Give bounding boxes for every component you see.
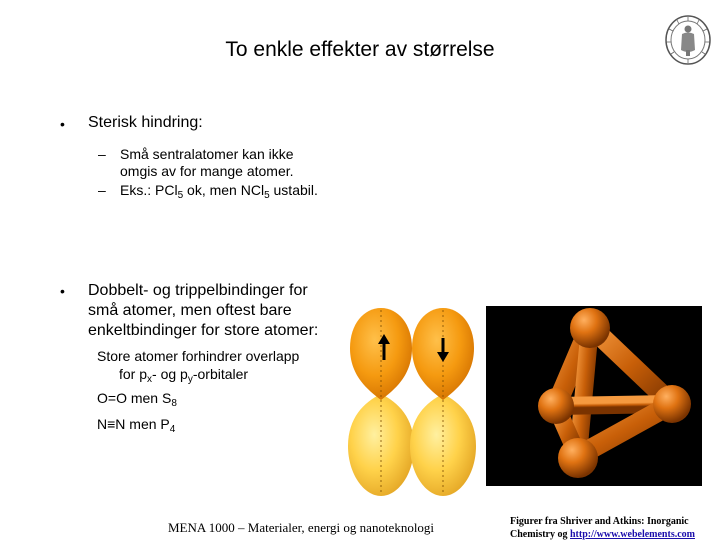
bullet-marker: • <box>60 116 65 132</box>
text-fragment: for p <box>119 366 148 382</box>
bullet-multiple-bonds <box>88 281 318 341</box>
bullet-marker: • <box>60 283 65 299</box>
sub-bullet-line: omgis av for mange atomer. <box>120 163 294 179</box>
bullet-line: enkeltbindinger for store atomer: <box>88 322 319 339</box>
text-fragment: ok, men NCl <box>183 182 265 198</box>
subscript: 5 <box>177 190 184 201</box>
text-fragment: -orbitaler <box>192 366 249 382</box>
text-fragment: N≡N men P <box>97 416 170 432</box>
p-atom-bottom <box>558 438 598 478</box>
example-nitrogen-phosphorus <box>97 416 175 438</box>
credit-line <box>510 528 695 541</box>
bullet-line: små atomer, men oftest bare <box>88 302 292 319</box>
text-fragment: - og p <box>152 366 188 382</box>
dash-marker: – <box>98 146 106 162</box>
credit-prefix: Chemistry og <box>510 529 570 540</box>
dash-marker: – <box>98 182 106 198</box>
bullet-steric-hindrance: Sterisk hindring: <box>88 114 203 131</box>
footer-course-title: MENA 1000 – Materialer, energi og nanoteknologi <box>168 520 435 535</box>
p-atom-top <box>570 308 610 348</box>
text-fragment: ustabil. <box>269 182 318 198</box>
university-seal-logo <box>664 14 712 66</box>
subscript: 5 <box>264 190 270 201</box>
sub-bullet-example-pcl5 <box>120 182 318 204</box>
p-atom-left <box>538 388 574 424</box>
sub-bullet-line: Små sentralatomer kan ikke <box>120 146 294 162</box>
slide-title: To enkle effekter av størrelse <box>225 38 495 61</box>
text-fragment: Eks.: PCl <box>120 182 178 198</box>
credit-line: Figurer fra Shriver and Atkins: Inorganic <box>510 516 689 527</box>
subscript: 8 <box>171 398 177 409</box>
sub-bullet-small-central-atoms <box>120 146 294 180</box>
figure-credit <box>510 515 695 541</box>
bullet-line: Dobbelt- og trippelbindinger for <box>88 282 308 299</box>
text-fragment: O=O men S <box>97 390 172 406</box>
p4-tetrahedron-figure <box>486 306 702 486</box>
note-large-atoms-overlap: Store atomer forhindrer overlapp <box>97 348 300 364</box>
webelements-link[interactable]: http://www.webelements.com <box>570 529 695 540</box>
p-orbital-overlap-figure <box>344 306 480 510</box>
subscript: y <box>187 374 193 385</box>
example-oxygen-sulfur <box>97 390 177 412</box>
p-atom-right <box>653 385 691 423</box>
subscript: x <box>147 374 153 385</box>
subscript: 4 <box>169 424 176 435</box>
note-px-py-orbitals <box>119 366 248 388</box>
